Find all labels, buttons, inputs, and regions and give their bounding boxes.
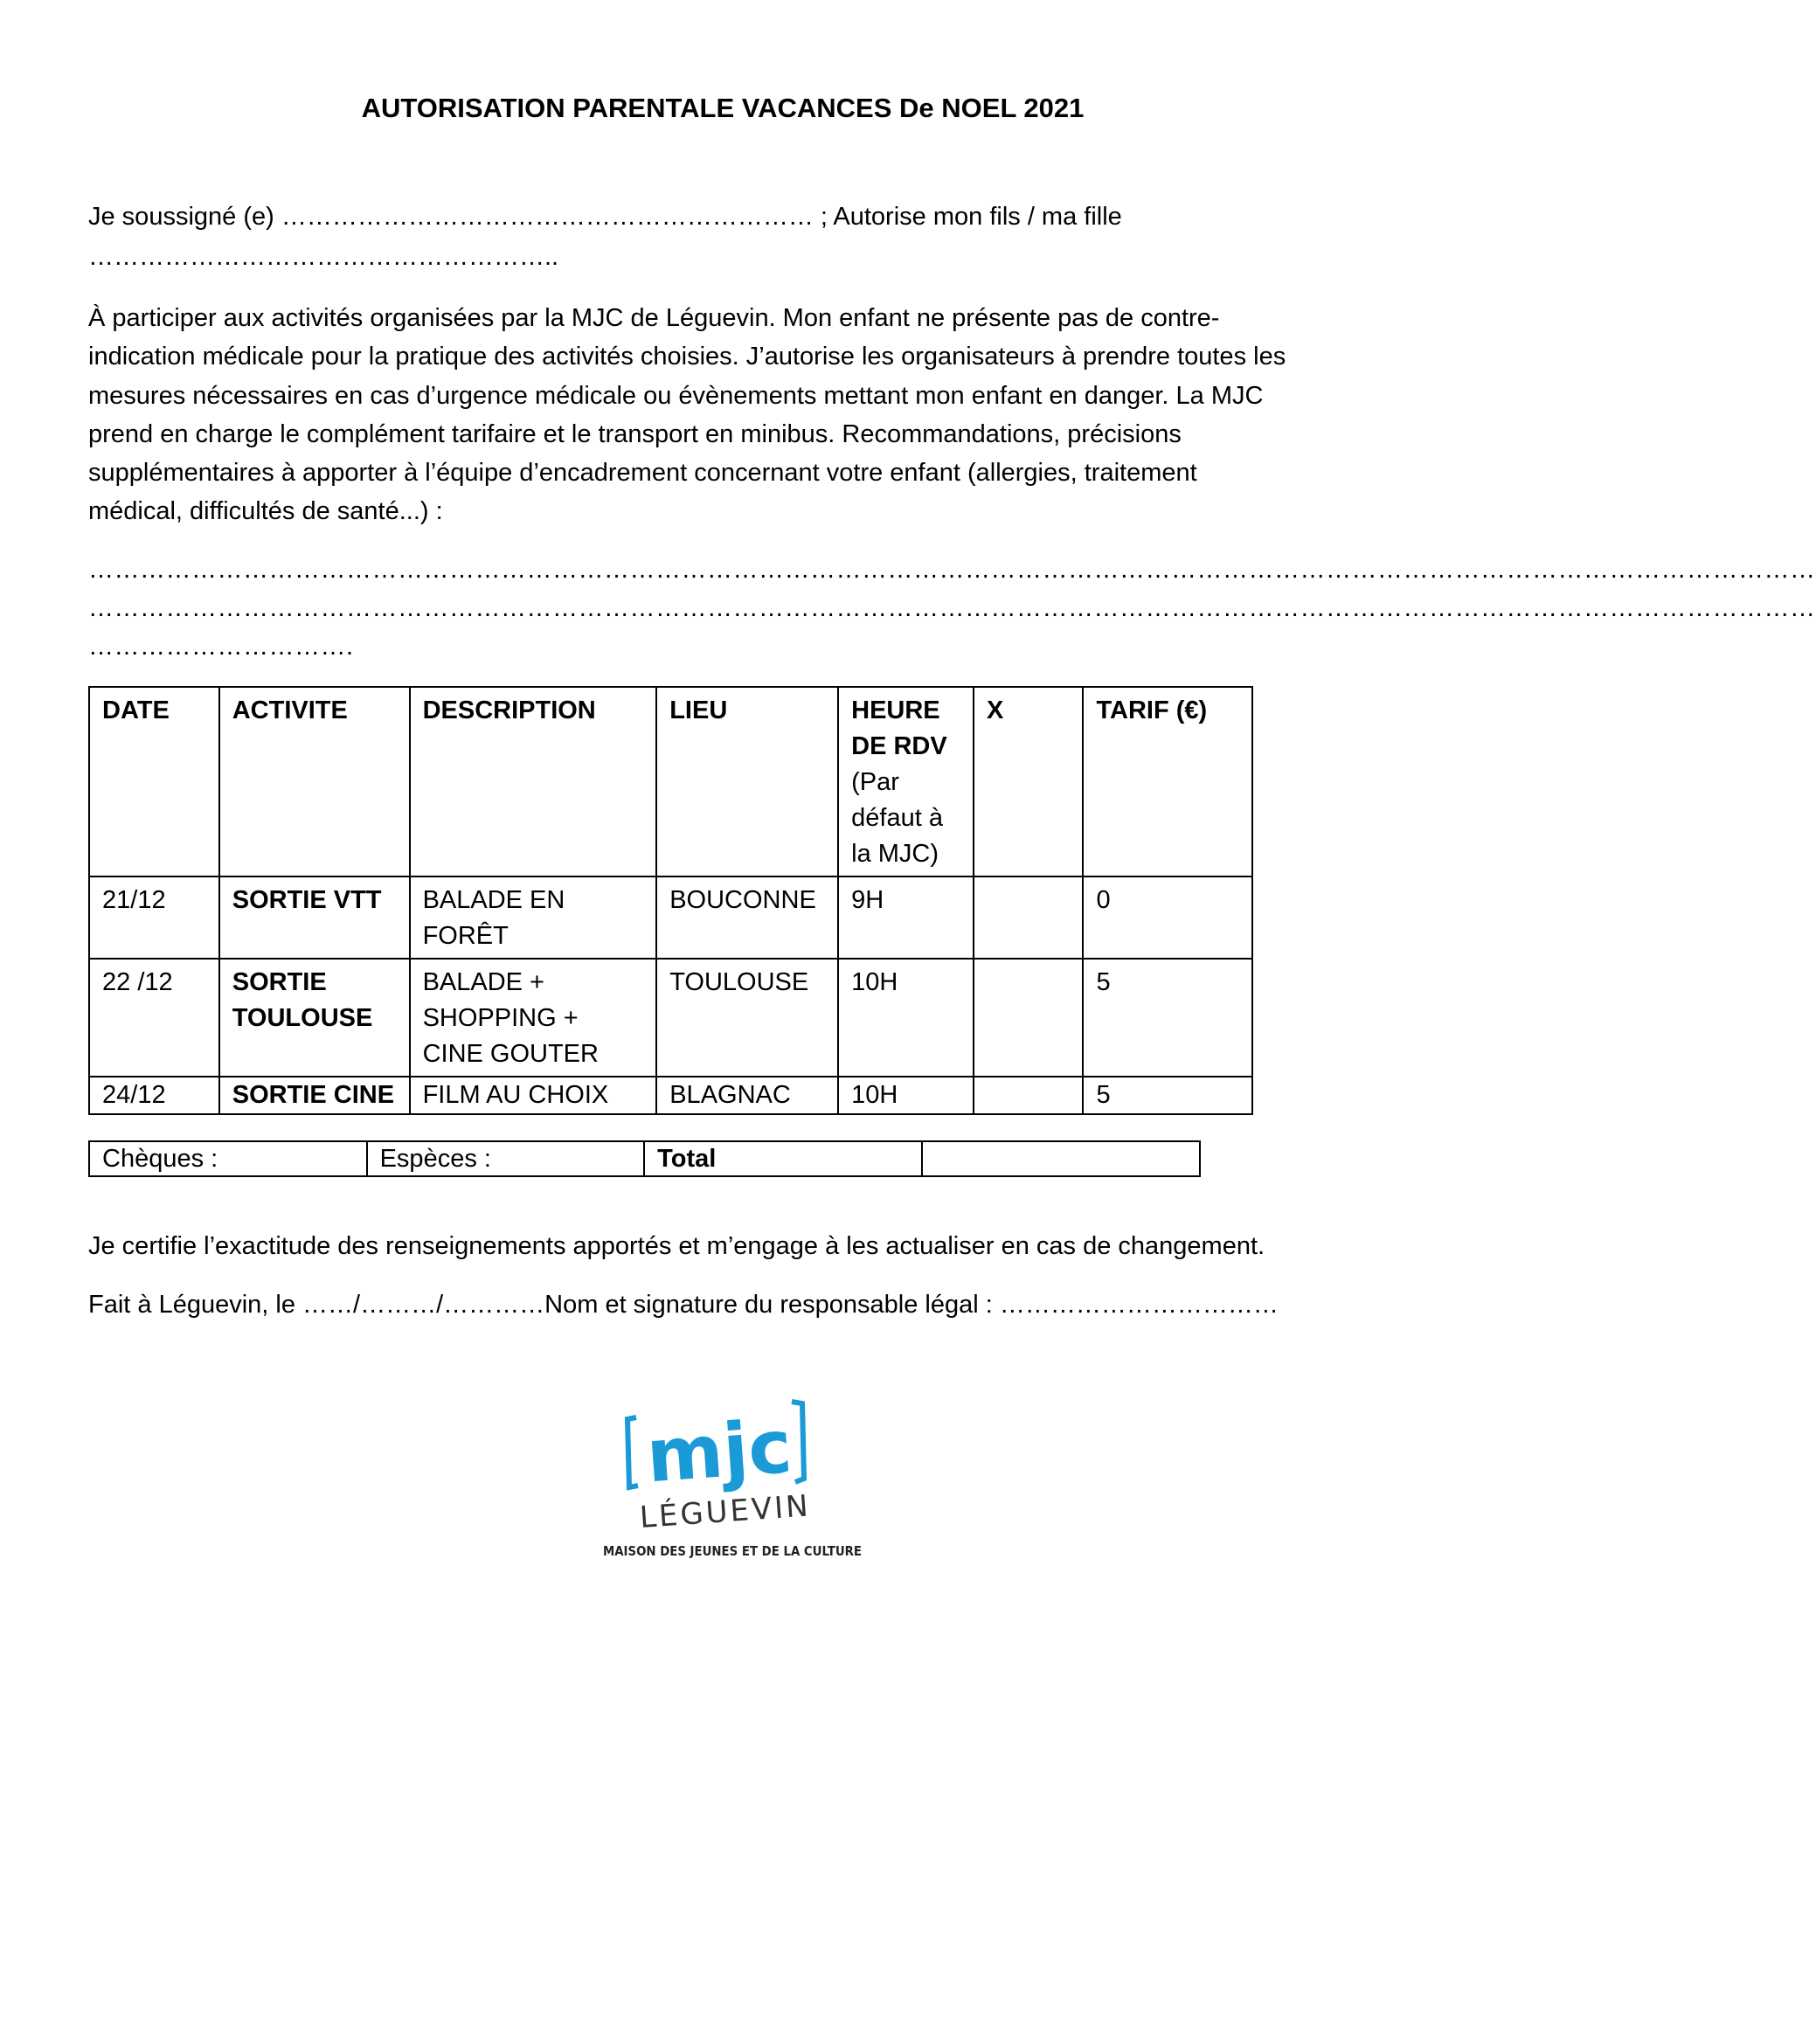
paragraph-line: supplémentaires à apporter à l’équipe d’encadrement concernant votre enfant (allergies, traitement (88, 459, 1197, 488)
table-row (89, 959, 1252, 1077)
paragraph-line: À participer aux activités organisées par la MJC de Léguevin. Mon enfant ne présente pas de contre- (88, 304, 1220, 332)
payment-row (89, 1141, 1200, 1176)
header-description: DESCRIPTION (410, 687, 657, 876)
table-header-row (89, 687, 1252, 876)
cell-date: 24/12 (89, 1077, 219, 1114)
table-row (89, 876, 1252, 959)
signature-line: Fait à Léguevin, le ……/………/…………Nom et signature du responsable légal : …………………………… (88, 1291, 1279, 1319)
document-title: AUTORISATION PARENTALE VACANCES De NOEL 2021 (361, 93, 1085, 123)
cheques-field[interactable]: Chèques : (89, 1141, 367, 1176)
header-date: DATE (89, 687, 219, 876)
notes-dotted-line: ………………………………………………………………………………………………………………………………………………………………………………… (88, 556, 1816, 584)
logo-town-text: LÉGUEVIN (638, 1488, 812, 1535)
cell-lieu: BLAGNAC (656, 1077, 838, 1114)
authorization-paragraph (88, 299, 1364, 531)
child-name-line: ……………………………………………….. (88, 243, 559, 271)
certification-text: Je certifie l’exactitude des renseignements apportés et m’engage à les actualiser en cas de changement. (88, 1232, 1265, 1260)
cell-description: FILM AU CHOIX (410, 1077, 657, 1114)
paragraph-line: médical, difficultés de santé...) : (88, 497, 443, 526)
cell-x[interactable] (974, 959, 1084, 1077)
payment-table (88, 1140, 1201, 1177)
paragraph-line: prend en charge le complément tarifaire et le transport en minibus. Recommandations, précisions (88, 419, 1182, 448)
header-heure-label: HEURE DE RDV (851, 696, 947, 760)
mjc-logo-graphic (601, 1391, 863, 1566)
cell-heure: 10H (838, 959, 974, 1077)
logo-mjc-text: mjc (643, 1403, 795, 1500)
cell-description: BALADE + SHOPPING + CINE GOUTER (410, 959, 657, 1077)
especes-field[interactable]: Espèces : (367, 1141, 645, 1176)
header-lieu: LIEU (656, 687, 838, 876)
cell-x[interactable] (974, 876, 1084, 959)
cell-description: BALADE EN FORÊT (410, 876, 657, 959)
notes-dotted-line: ………………………………………………………………………………………………………………………………………………………………………………… (88, 594, 1816, 622)
signatory-line: Je soussigné (e) ……………………………………………………… ; Autorise mon fils / ma fille (88, 203, 1122, 231)
logo-bracket-left (627, 1417, 638, 1487)
cell-tarif: 5 (1083, 959, 1252, 1077)
header-x: X (974, 687, 1084, 876)
cell-activite: SORTIE CINE (219, 1077, 410, 1114)
cell-tarif: 0 (1083, 876, 1252, 959)
cell-activite: SORTIE TOULOUSE (219, 959, 410, 1077)
logo-tagline: MAISON DES JEUNES ET DE LA CULTURE (603, 1543, 862, 1559)
header-tarif: TARIF (€) (1083, 687, 1252, 876)
mjc-logo (601, 1391, 863, 1566)
paragraph-line: indication médicale pour la pratique des activités choisies. J’autorise les organisateurs à prendre toutes les (88, 343, 1286, 371)
cell-activite: SORTIE VTT (219, 876, 410, 959)
cell-lieu: BOUCONNE (656, 876, 838, 959)
header-heure (838, 687, 974, 876)
cell-x[interactable] (974, 1077, 1084, 1114)
cell-heure: 10H (838, 1077, 974, 1114)
logo-bracket-right (792, 1402, 804, 1482)
table-row (89, 1077, 1252, 1114)
paragraph-line: mesures nécessaires en cas d’urgence médicale ou évènements mettant mon enfant en danger. La MJC (88, 381, 1264, 410)
activities-table (88, 686, 1253, 1115)
cell-heure: 9H (838, 876, 974, 959)
total-value-field[interactable] (922, 1141, 1200, 1176)
notes-dotted-line: …………………………. (88, 633, 354, 661)
cell-date: 21/12 (89, 876, 219, 959)
cell-lieu: TOULOUSE (656, 959, 838, 1077)
header-heure-note: (Par défaut à la MJC) (851, 768, 943, 868)
header-activite: ACTIVITE (219, 687, 410, 876)
cell-tarif: 5 (1083, 1077, 1252, 1114)
total-label: Total (644, 1141, 921, 1176)
cell-date: 22 /12 (89, 959, 219, 1077)
